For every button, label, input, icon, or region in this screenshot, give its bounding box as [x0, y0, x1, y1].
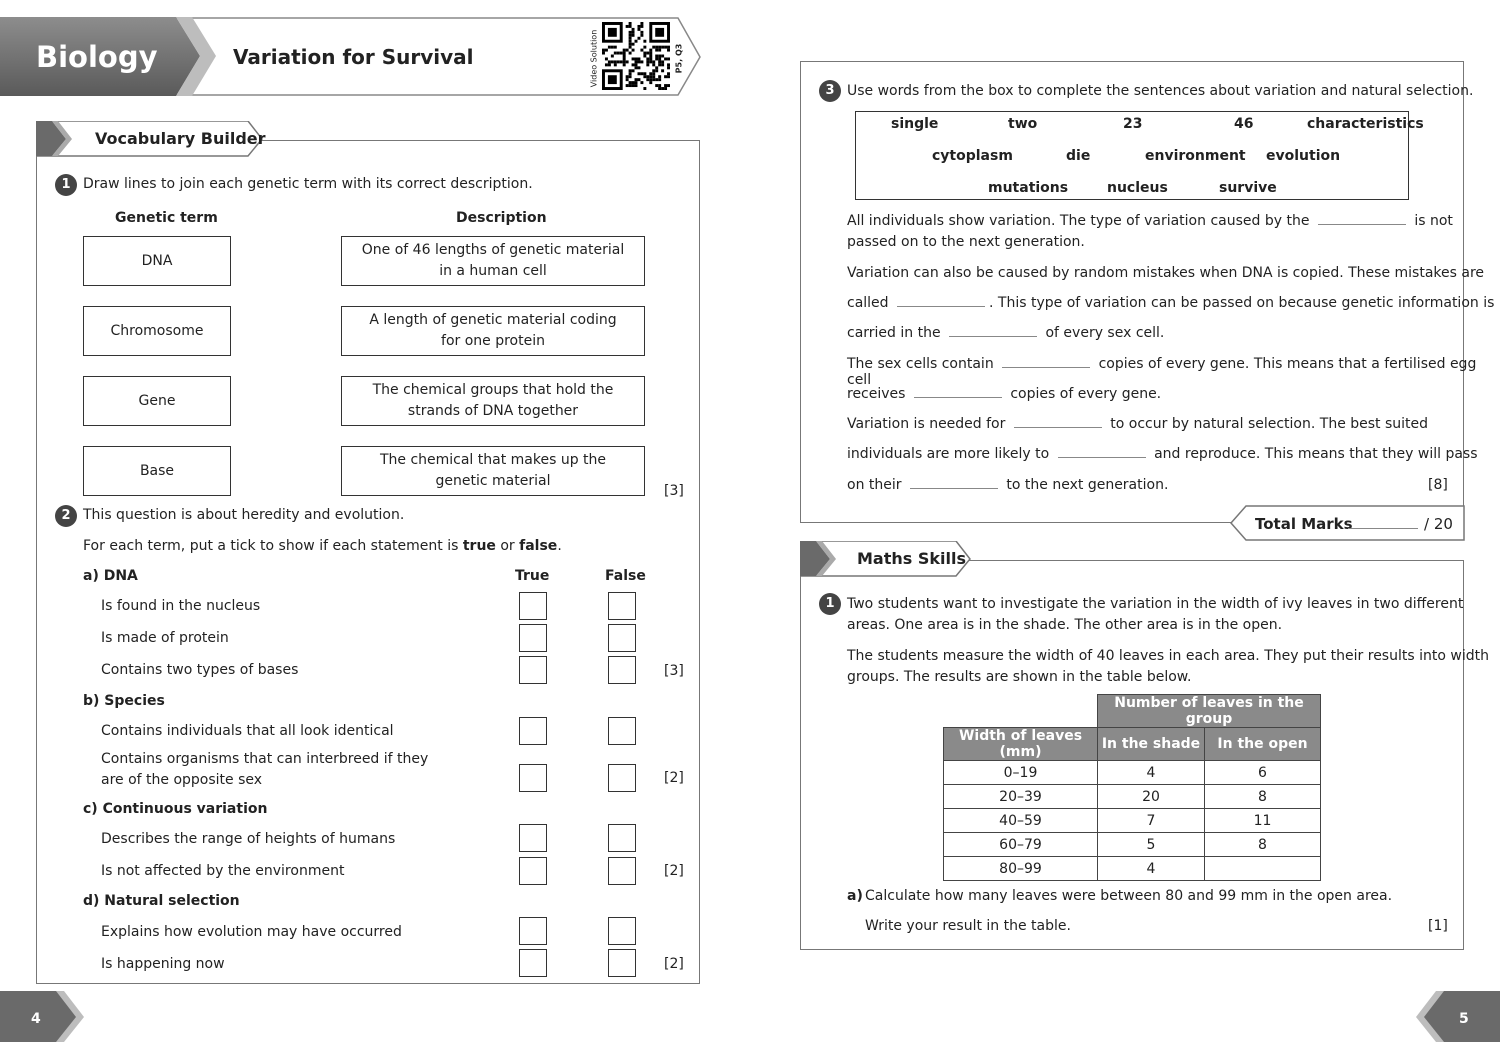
part-a-text: Calculate how many leaves were between 80 and 99 mm in the open area. — [865, 888, 1393, 904]
right-page-number: 5 — [1459, 1011, 1469, 1027]
table-cell: 7 — [1098, 809, 1205, 833]
sentence-line: Variation can also be caused by random mistakes when DNA is copied. These mistakes are — [847, 265, 1485, 281]
description-box[interactable]: A length of genetic material coding for one protein — [341, 306, 645, 356]
maths-para: areas. One area is in the shade. The other area is in the open. — [847, 617, 1283, 633]
term-box[interactable]: Base — [83, 446, 231, 496]
word-option: 23 — [1123, 116, 1143, 132]
term-box[interactable]: Gene — [83, 376, 231, 426]
subject-title: Biology — [36, 40, 158, 74]
false-checkbox[interactable] — [608, 717, 636, 745]
sentence-line: Variation is needed for to occur by natural selection. The best suited — [847, 416, 1429, 432]
statement: Is made of protein — [101, 630, 229, 646]
word-option: 46 — [1234, 116, 1254, 132]
q1-prompt: Draw lines to join each genetic term with its correct description. — [83, 176, 533, 192]
true-checkbox[interactable] — [519, 717, 547, 745]
sentence-line: called . This type of variation can be passed on because genetic information is — [847, 295, 1495, 311]
group-header: Number of leaves in the group — [1098, 695, 1321, 728]
table-row — [944, 785, 1321, 809]
answer-blank[interactable] — [949, 335, 1037, 337]
sentence-line: on their to the next generation. — [847, 477, 1169, 493]
answer-blank[interactable] — [897, 305, 985, 307]
qr-code-icon[interactable] — [602, 22, 670, 90]
total-marks-blank[interactable] — [1348, 528, 1418, 529]
answer-blank[interactable] — [914, 396, 1002, 398]
description-box[interactable]: The chemical that makes up the genetic material — [341, 446, 645, 496]
word-option: characteristics — [1307, 116, 1424, 132]
term-box[interactable]: Chromosome — [83, 306, 231, 356]
left-page-tab — [0, 991, 86, 1043]
part-a-label: a) — [847, 888, 863, 904]
table-cell: 5 — [1098, 833, 1205, 857]
statement: Is not affected by the environment — [101, 863, 345, 879]
false-checkbox[interactable] — [608, 857, 636, 885]
statement: Describes the range of heights of humans — [101, 831, 396, 847]
column-header: Width of leaves (mm) — [944, 728, 1098, 761]
page-title: Variation for Survival — [233, 45, 474, 69]
statement: Contains organisms that can interbreed if they are of the opposite sex — [101, 751, 429, 788]
true-checkbox[interactable] — [519, 917, 547, 945]
answer-blank[interactable] — [1318, 223, 1406, 225]
vocab-section-title: Vocabulary Builder — [95, 129, 266, 148]
table-cell: 4 — [1098, 761, 1205, 785]
table-cell: 0–19 — [944, 761, 1098, 785]
maths-para: groups. The results are shown in the table below. — [847, 669, 1192, 685]
statement: Contains individuals that all look identical — [101, 723, 394, 739]
word-option: die — [1066, 148, 1091, 164]
table-row — [944, 761, 1321, 785]
answer-cell[interactable] — [1205, 857, 1321, 881]
part-label: d) Natural selection — [83, 893, 240, 909]
table-cell: 6 — [1205, 761, 1321, 785]
answer-blank[interactable] — [1002, 366, 1090, 368]
false-checkbox[interactable] — [608, 824, 636, 852]
table-row — [944, 857, 1321, 881]
total-marks-out-of: / 20 — [1424, 515, 1453, 533]
table-row — [944, 809, 1321, 833]
sentence-line: The sex cells contain copies of every gene. This means that a fertilised egg cell — [847, 356, 1477, 388]
word-option: environment — [1145, 148, 1246, 164]
maths-section-title: Maths Skills — [857, 549, 966, 568]
table-cell: 60–79 — [944, 833, 1098, 857]
true-checkbox[interactable] — [519, 624, 547, 652]
statement: Is happening now — [101, 956, 225, 972]
word-option: single — [891, 116, 939, 132]
word-option: cytoplasm — [932, 148, 1013, 164]
table-cell: 20–39 — [944, 785, 1098, 809]
table-cell: 80–99 — [944, 857, 1098, 881]
term-box[interactable]: DNA — [83, 236, 231, 286]
false-checkbox[interactable] — [608, 949, 636, 977]
answer-blank[interactable] — [910, 487, 998, 489]
sentence-line: carried in the of every sex cell. — [847, 325, 1165, 341]
q2-instruction: For each term, put a tick to show if each statement is true or false. — [83, 538, 562, 554]
maths-para: Two students want to investigate the variation in the width of ivy leaves in two different — [847, 596, 1464, 612]
false-checkbox[interactable] — [608, 917, 636, 945]
table-cell: 4 — [1098, 857, 1205, 881]
question-number: 3 — [819, 80, 841, 102]
table-cell: 8 — [1205, 785, 1321, 809]
word-option: survive — [1219, 180, 1277, 196]
sentence-line: receives copies of every gene. — [847, 386, 1162, 402]
q2-prompt: This question is about heredity and evolution. — [83, 507, 405, 523]
left-page-number: 4 — [31, 1011, 41, 1027]
part-label: c) Continuous variation — [83, 801, 268, 817]
video-label: Video Solution — [589, 29, 599, 88]
true-checkbox[interactable] — [519, 592, 547, 620]
word-option: nucleus — [1107, 180, 1168, 196]
video-code: P5, Q3 — [674, 43, 684, 74]
marks-label: [1] — [1428, 918, 1448, 934]
word-option: mutations — [988, 180, 1069, 196]
marks-label: [2] — [664, 770, 684, 786]
column-header: In the open — [1205, 728, 1321, 761]
false-checkbox[interactable] — [608, 592, 636, 620]
right-page-tab — [1414, 991, 1500, 1043]
sentence-line: passed on to the next generation. — [847, 234, 1085, 250]
table-cell: 11 — [1205, 809, 1321, 833]
q3-prompt: Use words from the box to complete the sentences about variation and natural selection. — [847, 83, 1474, 99]
table-cell: 8 — [1205, 833, 1321, 857]
col-description: Description — [456, 210, 547, 226]
description-box[interactable]: The chemical groups that hold the strands of DNA together — [341, 376, 645, 426]
question-number: 1 — [55, 174, 77, 196]
marks-label: [2] — [664, 863, 684, 879]
false-checkbox[interactable] — [608, 656, 636, 684]
word-option: two — [1008, 116, 1038, 132]
false-checkbox[interactable] — [608, 624, 636, 652]
part-a-instruction: Write your result in the table. — [865, 918, 1071, 934]
true-checkbox[interactable] — [519, 824, 547, 852]
table-cell: 20 — [1098, 785, 1205, 809]
col-false: False — [605, 568, 646, 584]
true-checkbox[interactable] — [519, 764, 547, 792]
table-row — [944, 833, 1321, 857]
description-box[interactable]: One of 46 lengths of genetic material in a human cell — [341, 236, 645, 286]
marks-label: [3] — [664, 663, 684, 679]
marks-label: [8] — [1428, 477, 1448, 493]
question-number: 1 — [819, 593, 841, 615]
statement: Is found in the nucleus — [101, 598, 261, 614]
results-table — [943, 694, 1321, 881]
table-cell: 40–59 — [944, 809, 1098, 833]
answer-blank[interactable] — [1014, 426, 1102, 428]
part-label: b) Species — [83, 693, 165, 709]
col-true: True — [515, 568, 550, 584]
word-option: evolution — [1266, 148, 1341, 164]
true-checkbox[interactable] — [519, 857, 547, 885]
sentence-line: individuals are more likely to and reproduce. This means that they will pass — [847, 446, 1478, 462]
maths-para: The students measure the width of 40 leaves in each area. They put their results into width — [847, 648, 1489, 664]
false-checkbox[interactable] — [608, 764, 636, 792]
question-number: 2 — [55, 505, 77, 527]
true-checkbox[interactable] — [519, 949, 547, 977]
statement: Explains how evolution may have occurred — [101, 924, 402, 940]
marks-label: [2] — [664, 956, 684, 972]
marks-label: [3] — [664, 483, 684, 499]
statement: Contains two types of bases — [101, 662, 299, 678]
answer-blank[interactable] — [1058, 456, 1146, 458]
sentence-line: All individuals show variation. The type of variation caused by the is not — [847, 213, 1453, 229]
col-genetic-term: Genetic term — [115, 210, 218, 226]
part-label: a) DNA — [83, 568, 138, 584]
true-checkbox[interactable] — [519, 656, 547, 684]
total-marks-label: Total Marks — [1255, 515, 1353, 533]
column-header: In the shade — [1098, 728, 1205, 761]
